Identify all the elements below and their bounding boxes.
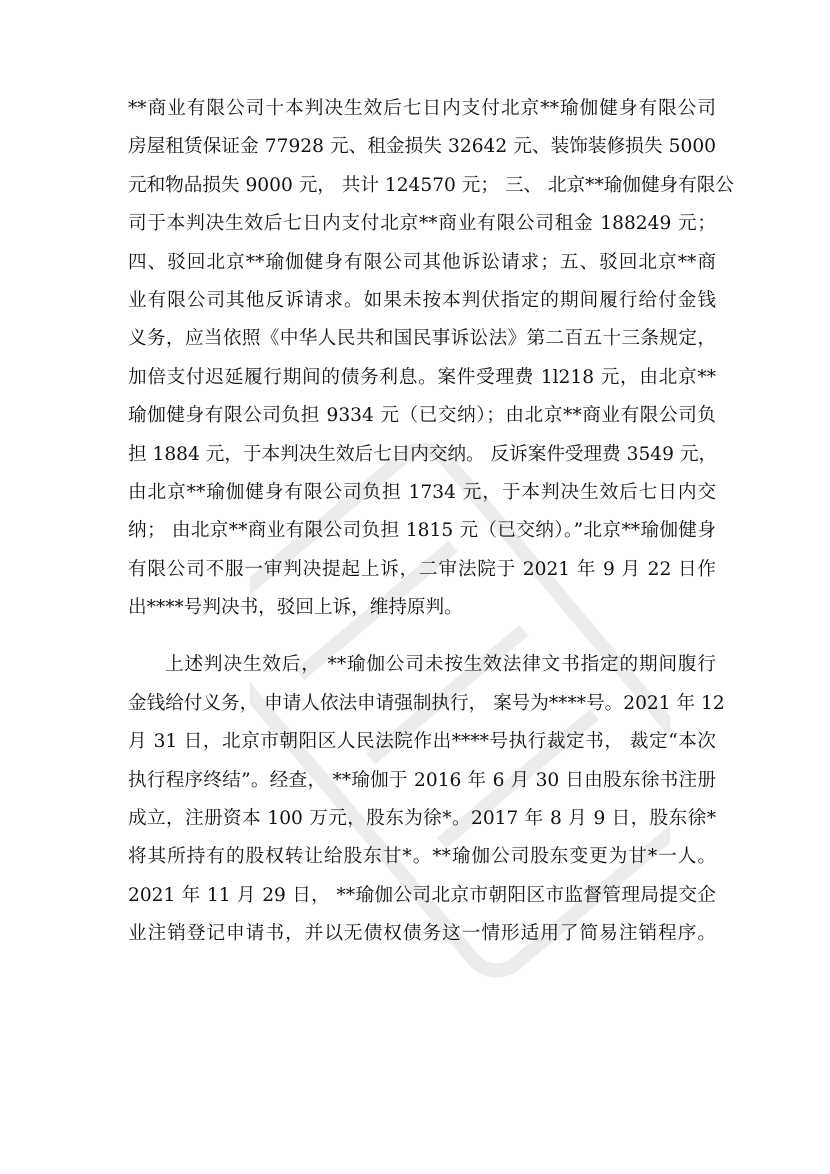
document-body [128,90,734,954]
text-line: 司于本判决生效后七日内支付北京**商业有限公司租金 188249 元； [128,213,716,235]
text-line: 金钱给付义务， 申请人依法申请强制执行， 案号为****号。2021 年 12 [128,692,725,714]
text-line: 义务，应当依照《中华人民共和国民事诉讼法》第二百五十三条规定， [128,328,716,350]
text-line: 瑜伽健身有限公司负担 9334 元（已交纳）；由北京**商业有限公司负 [128,405,716,427]
text-line: 月 31 日，北京市朝阳区人民法院作出****号执行裁定书， 裁定“本次 [128,731,716,753]
text-line: 上述判决生效后， **瑜伽公司未按生效法律文书指定的期间腹行 [165,654,716,676]
paragraph-2 [128,646,725,953]
text-line: 2021 年 11 月 29 日， **瑜伽公司北京市朝阳区市监督管理局提交企 [128,884,716,906]
text-line: **商业有限公司十本判决生效后七日内支付北京**瑜伽健身有限公司 [128,98,716,119]
text-line: 房屋租赁保证金 77928 元、租金损失 32642 元、装饰装修损失 5000 [128,136,716,158]
text-line: 业注销登记申请书，并以无债权债务这一情形适用了简易注销程序。 [128,923,716,945]
text-line: 元和物品损失 9000 元， 共计 124570 元； 三、 北京**瑜伽健身有限公 [128,174,734,196]
text-line: 成立，注册资本 100 万元，股东为徐*。2017 年 8 月 9 日，股东徐* [128,808,716,830]
text-line: 业有限公司其他反诉请求。如果未按本判伏指定的期间履行给付金钱 [128,289,716,311]
paragraph-gap [128,627,716,646]
text-line: 有限公司不服一审判决提起上诉，二审法院于 2021 年 9 月 22 日作 [128,558,716,580]
text-line: 将其所持有的股权转让给股东甘*。**瑜伽公司股东变更为甘*一人。 [128,846,716,868]
paragraph-1 [128,90,734,627]
text-line: 担 1884 元，于本判决生效后七日内交纳。 反诉案件受理费 3549 元， [128,443,718,465]
text-line: 纳； 由北京**商业有限公司负担 1815 元（已交纳）。”北京**瑜伽健身 [128,520,716,542]
text-line: 加倍支付迟延履行期间的债务利息。案件受理费 1l218 元，由北京** [128,366,716,388]
text-line: 执行程序终结”。经查， **瑜伽于 2016 年 6 月 30 日由股东徐书注册 [128,769,716,791]
text-line: 四、驳回北京**瑜伽健身有限公司其他诉讼请求；五、驳回北京**商 [128,251,716,273]
text-line: 由北京**瑜伽健身有限公司负担 1734 元，于本判决生效后七日内交 [128,481,716,503]
text-line: 出****号判决书，驳回上诉，维持原判。 [128,597,463,619]
